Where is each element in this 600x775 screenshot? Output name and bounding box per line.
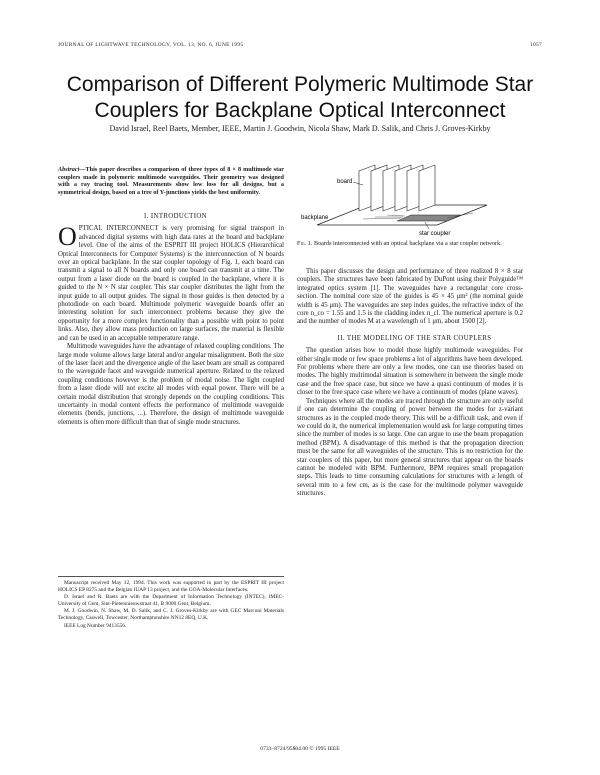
intro-paragraph-1-text: is very promising for signal transport in advanced digital systems with high data rates at the board and backplane level. One of the aims of the ESPRIT III project HOLICS (Hierarchical Optical Interconnects for Computer Systems) is the interconnection of N boards over an optical backplane. In the star coupler topology of Fig. 1, each board can transmit a signal to all N boards and only one board can transmit at a time. The output from a laser diode on the board is coupled in the backplane, where it is guided to the N × N star coupler. This star coupler distributes the light from the input guide to all output guides. The signal in those guides is then detected by a photodiode on each board. Multimode polymeric waveguide boards offer an interesting solution for such interconnect problems because they give the opportunity for a more complex functionality than a possible with point to point links. Also, they allow mass production on large surfaces, the material is flexible and can be used in an acceptable temperature range. — [58, 225, 284, 342]
intro-paragraph-1 — [58, 222, 284, 343]
footnote-affiliation-1: D. Israel and R. Baets are with the Department of Information Technology (INTEC), IMEC-University of Gent, Sint-Pietersnieuwstraat 41, B 9000 Gent, Belgium. — [58, 594, 284, 607]
figure-caption-text: Boards interconnected with an optical backplane via a star coupler network. — [313, 240, 502, 247]
intro-paragraph-2: Multimode waveguides have the advantage of relaxed coupling conditions. The large mode volume allows large lateral and/or angular misalignment. Both the size of the laser facet and the divergence angle of the laser beam are small as compared to the waveguide facet and waveguide numerical aperture. Related to the relaxed coupling conditions however is the problem of modal noise. The light coupled from a laser diode will not excite all modes with equal power. There will be a certain modal distribution that strongly depends on the coupling conditions. This uncertainty in modal content effects the performance of multimode waveguide elements (bends, junctions, ...). Therefore, the design of multimode waveguide elements is often more difficult than that of single mode structures. — [58, 343, 284, 426]
author-list: David Israel, Reel Baets, Member, IEEE, Martin J. Goodwin, Nicola Shaw, Mark D. Salik, and Chris J. Groves-Kirkby — [109, 124, 491, 133]
page-number: 1057 — [530, 42, 542, 48]
modeling-paragraph-1: The question arises how to model those highly multimode waveguides. For either single mode or few space problems a lot of algorithms have been developed. For problems where there are only a few modes, one can use theories based on modes. The highly multimodal situation is somewhere in between the single mode case and the free space case, but since we have a quasi continuum of modes it is closer to the free space case where we have a continuum of modes (plane waves). — [297, 347, 523, 397]
section-title-modeling: II. THE MODELING OF THE STAR COUPLERS — [337, 334, 492, 342]
footnote — [58, 576, 284, 630]
section-title-introduction: I. INTRODUCTION — [143, 213, 207, 220]
modeling-paragraph-2: Techniques where all the modes are traced through the structure are only useful if one can determine the coupling of power between the modes for z-variant structures as in the coupled mode theory. This will be a difficult task, and even if we could do it, the numerical implementation would ask for large computing times since the number of modes is so large. One can argue to use the beam propagation method (BPM). A disadvantage of this method is that the propagation direction must be the same for all waveguides of the structure. This is no restriction for the star couplers of this paper, but more general structures that appear on the boards cannot be modeled with BPM. Furthermore, BPM requires small propagation steps. This leads to time consuming calculations for structures with a length of several mm to a few cm, as is the case for the multimode polymer waveguide structures. — [297, 397, 523, 498]
figure-1-caption — [297, 240, 523, 247]
footnote-affiliation-2: M. J. Goodwin, N. Shaw, M. D. Salik, and C. J. Groves-Kirkby are with GEC Marconi Materials Technology, Caswell, Towcester, Northamptonshire NN12 8EQ, U.K. — [58, 608, 284, 621]
footnote-received: Manuscript received May 12, 1994. This work was supported in part by the ESPRIT III project HOLICS EP 8275 and the Belgian IUAP 13 project, and the GOA-Molecular Interfaces. — [58, 580, 284, 593]
figure-1-diagram — [297, 163, 523, 238]
board-panels — [359, 165, 435, 211]
star-coupler-label: star coupler — [419, 231, 451, 237]
intro-lead-text: PTICAL INTERCONNECT — [78, 225, 159, 233]
copyright-code: 0733–8724/95$04.00 © 1995 IEEE — [260, 746, 340, 752]
paper-title: Comparison of Different Polymeric Multimode Star Couplers for Backplane Optical Interconnect — [66, 73, 534, 122]
abstract — [58, 166, 284, 196]
figure-caption-label: Fig. 1. — [297, 240, 313, 247]
right-paragraph-1: This paper discusses the design and performance of three realized 8 × 8 star couplers. The structures have been fabricated by DuPont using their Polyguide™ integrated optics system [1]. The waveguides have a rectangular core cross-section. The nominal core size of the guides is 45 × 45 μm² (the nominal guide width is 45 μm). The waveguides are step index guides, the refractive index of the core n_co = 1.55 and 1.5 is the cladding index n_cl. The numerical aperture is 0.2 and the number of modes M at a wavelength of 1 μm, about 1500 [2]. — [297, 268, 523, 326]
right-column — [297, 268, 523, 499]
footnote-log-number: IEEE Log Number 9413556. — [64, 622, 127, 629]
running-header: JOURNAL OF LIGHTWAVE TECHNOLOGY, VOL. 13, NO. 6, JUNE 1995 — [58, 42, 244, 48]
drop-cap: O — [58, 222, 77, 252]
star-coupler-shape — [397, 215, 461, 221]
abstract-label: Abstract— — [58, 166, 86, 173]
board-label: board — [337, 179, 353, 185]
backplane-label: backplane — [301, 215, 329, 221]
left-column — [58, 213, 284, 427]
abstract-text: This paper describes a comparison of three types of 8 × 8 multimode star couplers made in polymeric multimode waveguides. Their geometry was designed with a ray tracing tool. Measurements show low loss for all designs, but a symmetrical design, based on a tree of Y-junctions yields the best uniformity. — [58, 166, 284, 196]
